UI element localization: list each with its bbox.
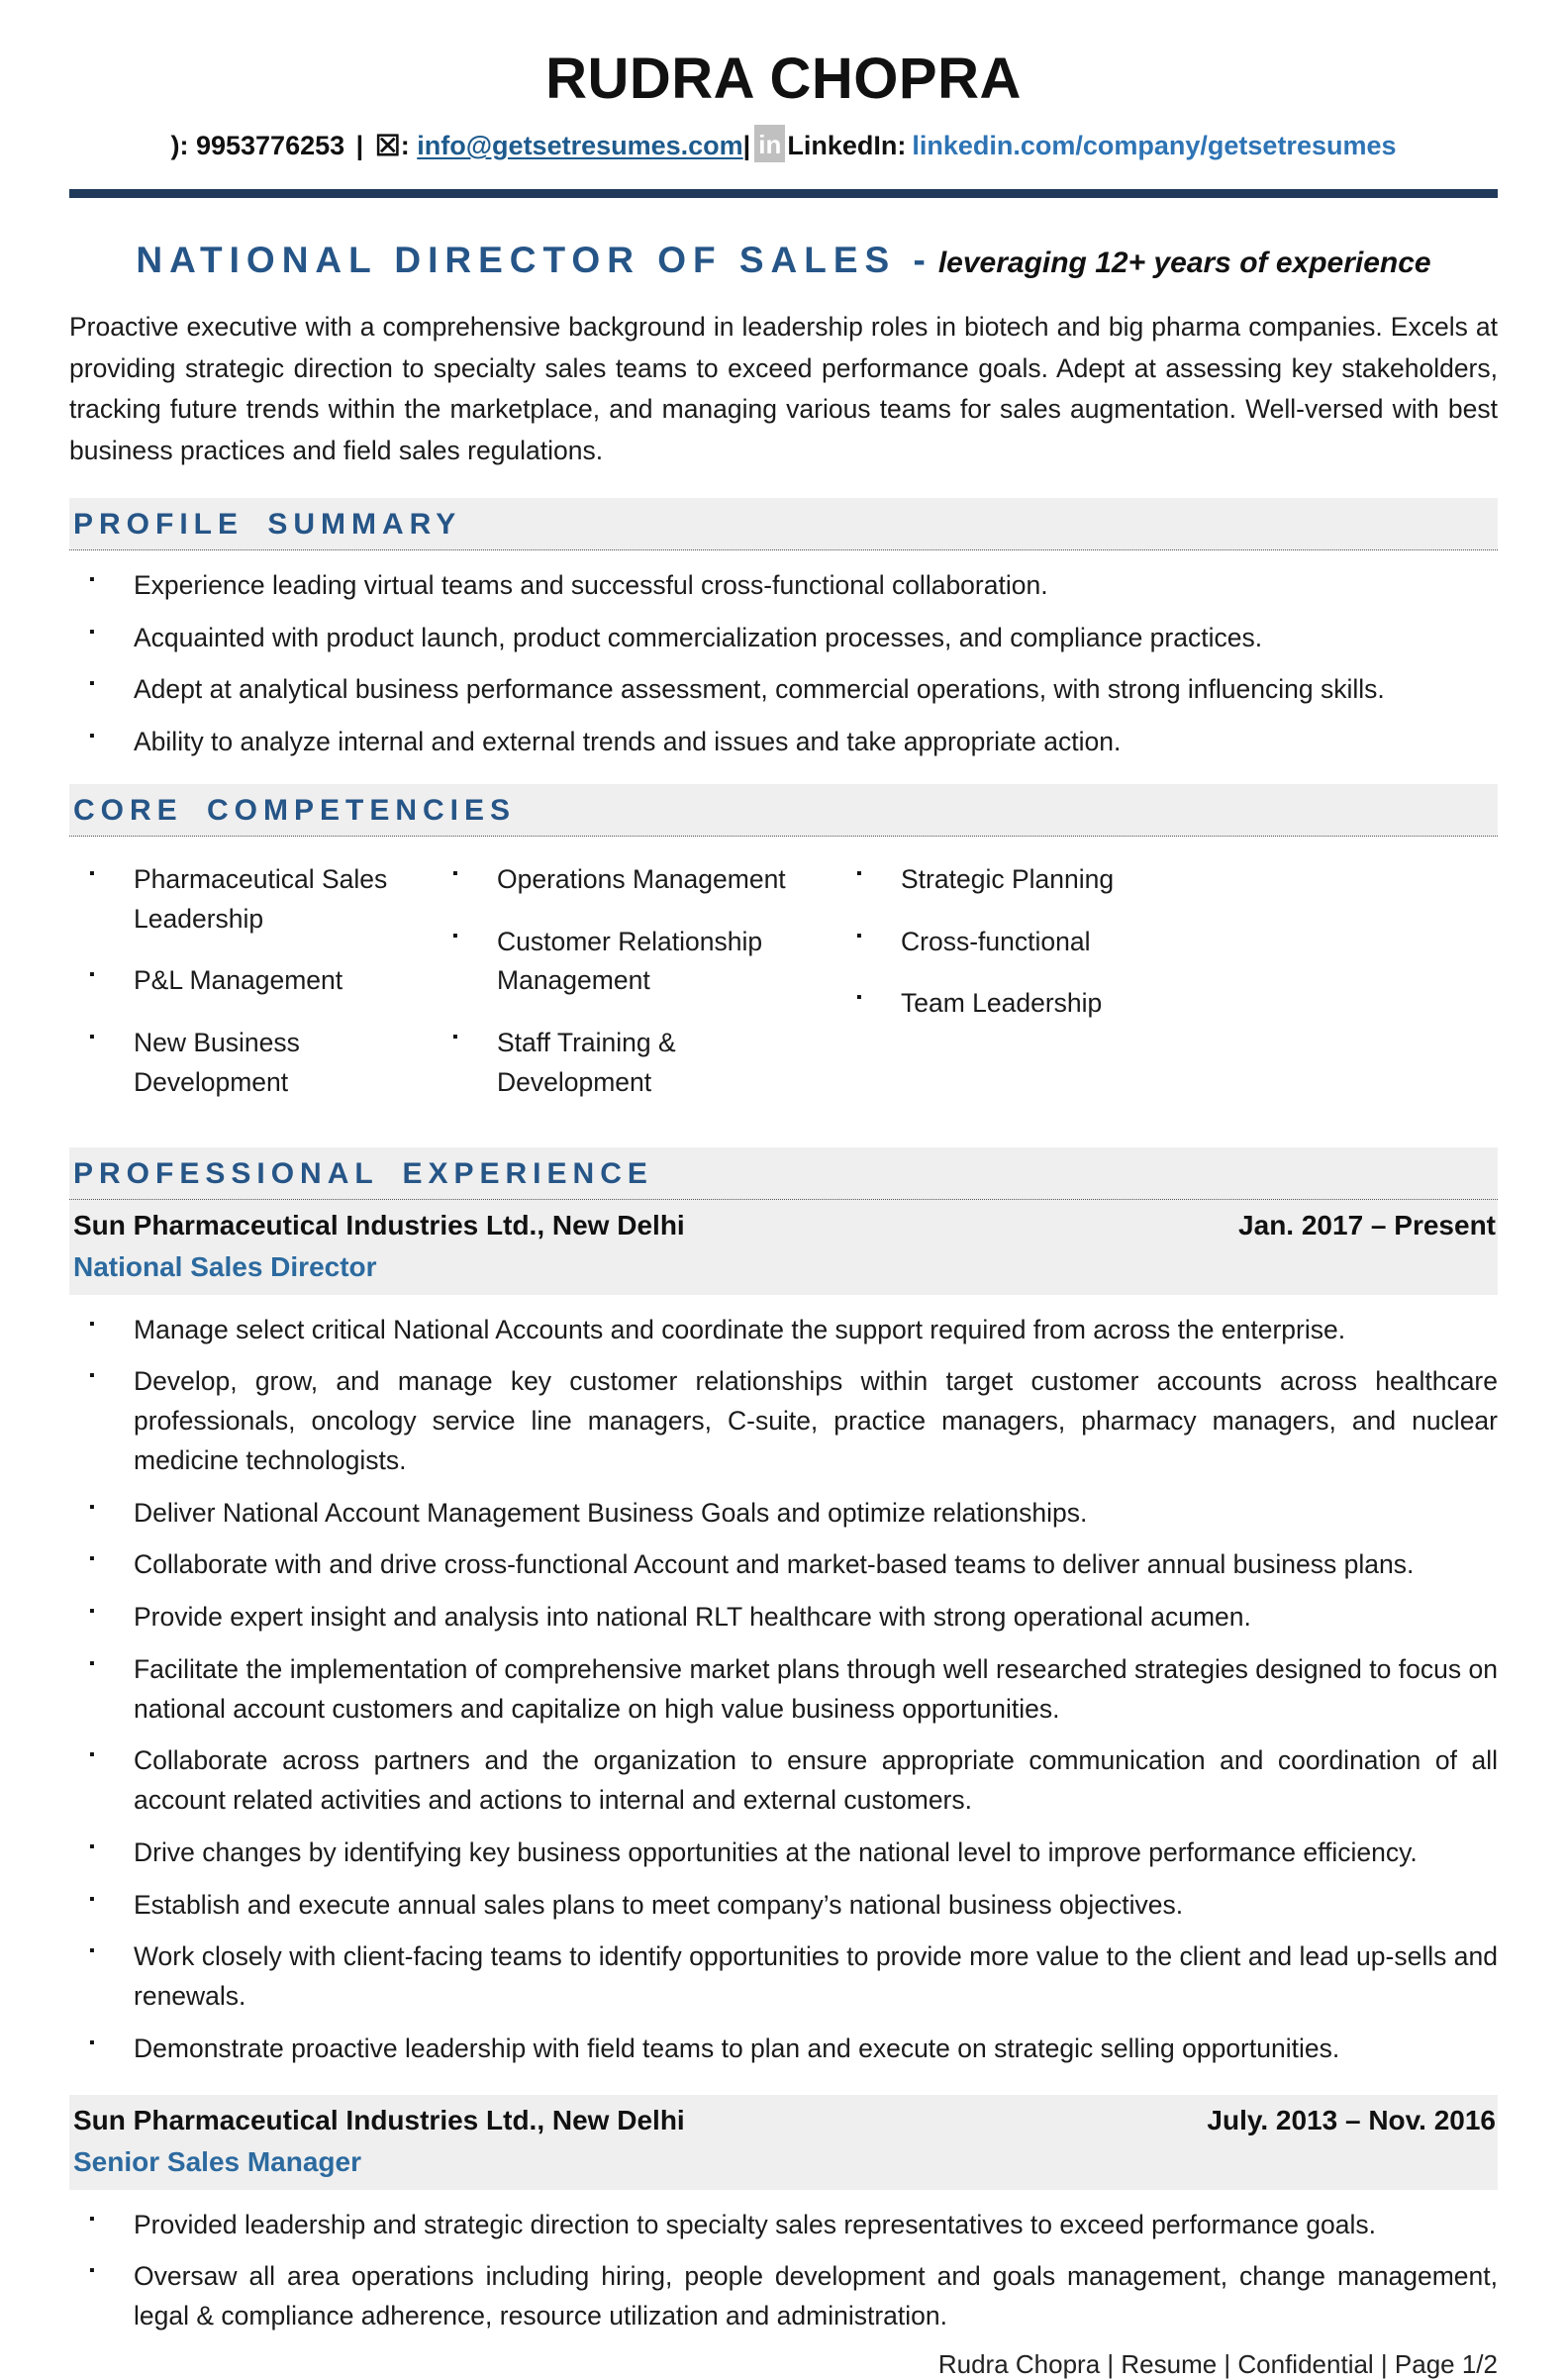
list-item: ▪ Manage select critical National Accounts and coordinate the support required from across the enterprise. [69, 1311, 1498, 1350]
separator: | [742, 131, 751, 160]
job-company: Sun Pharmaceutical Industries Ltd., New Delhi [73, 2104, 685, 2135]
list-item: ▪ Provide expert insight and analysis into national RLT healthcare with strong operational acumen. [69, 1598, 1498, 1637]
contact-bar [69, 126, 1498, 163]
summary-paragraph: Proactive executive with a comprehensive background in leadership roles in biotech and big pharma companies. Excels at providing strategic direction to specialty sales teams to exceed performance goals. Adept at assessing key stakeholders, tracking future trends within the marketplace, and managing various teams for sales augmentation. Well-versed with best business practices and field sales regulations. [69, 312, 1498, 465]
competency-column [433, 844, 836, 1126]
job-dates: Jan. 2017 – Present [1238, 1209, 1496, 1240]
candidate-name: RUDRA CHOPRA [545, 47, 1022, 111]
headline-title: NATIONAL DIRECTOR OF SALES - [136, 240, 932, 280]
list-item: ▪ Demonstrate proactive leadership with field teams to plan and execute on strategic selling opportunities. [69, 2030, 1498, 2069]
list-item: ▪ Collaborate across partners and the organization to ensure appropriate communication and coordination of all account related activities and actions to internal and external customers. [69, 1741, 1498, 1821]
email-icon: ☒ [374, 131, 401, 162]
headline-subtitle: leveraging 12+ years of experience [937, 247, 1431, 279]
section-header-professional-experience: PROFESSIONAL EXPERIENCE [69, 1147, 1498, 1200]
list-item: ▪ Staff Training & Development [433, 1024, 836, 1103]
job-role: Senior Sales Manager [73, 2145, 362, 2177]
email-colon: : [400, 131, 410, 160]
competency-list [836, 860, 1498, 1024]
job-header [69, 2095, 1498, 2190]
list-item: ▪ P&L Management [69, 961, 433, 1001]
job-role: National Sales Director [73, 1250, 377, 1282]
email-link[interactable]: info@getsetresumes.com [417, 131, 743, 160]
competency-list [433, 860, 836, 1103]
list-item: ▪ Provided leadership and strategic direction to specialty sales representatives to exceed performance goals. [69, 2206, 1498, 2245]
job-bullet-list [69, 1311, 1498, 2069]
headline [69, 240, 1498, 281]
linkedin-icon: in [754, 125, 785, 162]
competency-column [836, 844, 1498, 1126]
list-item: ▪ Acquainted with product launch, product commercialization processes, and compliance practices. [69, 619, 1498, 658]
competency-list [69, 860, 433, 1103]
list-item: ▪ New Business Development [69, 1024, 433, 1103]
list-item: ▪ Experience leading virtual teams and successful cross-functional collaboration. [69, 566, 1498, 606]
list-item: ▪ Pharmaceutical Sales Leadership [69, 860, 433, 940]
list-item: ▪ Develop, grow, and manage key customer relationships within target customer accounts across healthcare professionals, oncology service line managers, C-suite, practice managers, pharmacy managers, and nuclear medicine technologists. [69, 1362, 1498, 1480]
profile-summary-list [69, 566, 1498, 762]
list-item: ▪ Drive changes by identifying key business opportunities at the national level to improve performance efficiency. [69, 1834, 1498, 1873]
list-item: ▪ Team Leadership [836, 984, 1498, 1024]
job-dates: July. 2013 – Nov. 2016 [1207, 2104, 1496, 2135]
competency-column [69, 844, 433, 1126]
list-item: ▪ Adept at analytical business performance assessment, commercial operations, with strong influencing skills. [69, 670, 1498, 710]
list-item: ▪ Facilitate the implementation of comprehensive market plans through well researched strategies designed to focus on national account customers and capitalize on high value business opportunities. [69, 1650, 1498, 1730]
list-item: ▪ Operations Management [433, 860, 836, 900]
section-header-profile-summary: PROFILE SUMMARY [69, 498, 1498, 550]
list-item: ▪ Ability to analyze internal and external trends and issues and take appropriate action. [69, 723, 1498, 762]
list-item: ▪ Work closely with client-facing teams to identify opportunities to provide more value to the client and lead up-sells and renewals. [69, 1937, 1498, 2017]
list-item: ▪ Deliver National Account Management Business Goals and optimize relationships. [69, 1494, 1498, 1534]
list-item: ▪ Establish and execute annual sales plans to meet company’s national business objectives. [69, 1886, 1498, 1926]
list-item: ▪ Customer Relationship Management [433, 923, 836, 1002]
list-item: ▪ Strategic Planning [836, 860, 1498, 900]
section-header-core-competencies: CORE COMPETENCIES [69, 784, 1498, 837]
page-footer: Rudra Chopra | Resume | Confidential | Page 1/2 [937, 2348, 1498, 2379]
competencies-columns [69, 844, 1498, 1126]
job-header [69, 1200, 1498, 1295]
phone-icon: ) [170, 131, 180, 160]
list-item: ▪ Collaborate with and drive cross-functional Account and market-based teams to deliver annual business plans. [69, 1545, 1498, 1585]
list-item: ▪ Oversaw all area operations including hiring, people development and goals management, change management, legal & compliance adherence, resource utilization and administration. [69, 2257, 1498, 2336]
header-divider [69, 189, 1498, 198]
linkedin-label: LinkedIn: [787, 131, 907, 160]
separator: | [355, 131, 364, 160]
phone-number: : 9953776253 [179, 131, 345, 160]
job-company: Sun Pharmaceutical Industries Ltd., New Delhi [73, 1209, 685, 1240]
list-item: ▪ Cross-functional [836, 923, 1498, 962]
job-bullet-list [69, 2206, 1498, 2336]
linkedin-link[interactable]: linkedin.com/company/getsetresumes [912, 131, 1397, 160]
